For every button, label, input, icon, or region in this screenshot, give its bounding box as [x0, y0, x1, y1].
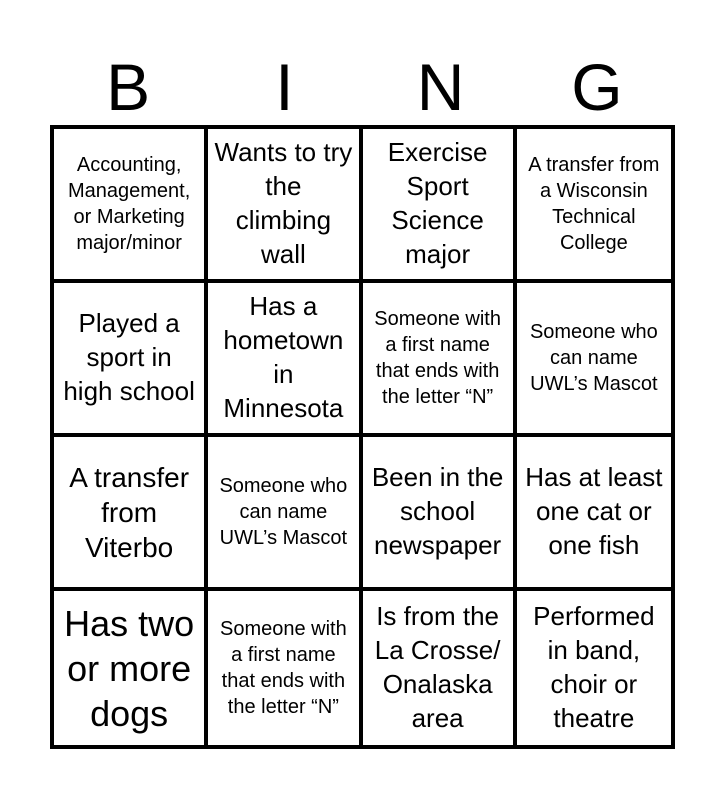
cell-text: Someone with a first name that ends with the letter “N” [374, 308, 501, 408]
cell-text: Exercise Sport Science major [387, 137, 488, 269]
header-letter-g: G [571, 50, 623, 124]
bingo-cell-r3c2[interactable] [208, 437, 362, 591]
bingo-cell-r2c4[interactable] [517, 283, 671, 437]
cell-text: Played a sport in high school [63, 308, 195, 406]
cell-text: Someone with a first name that ends with the letter “N” [220, 618, 347, 718]
bingo-cell-r3c1[interactable] [54, 437, 208, 591]
bingo-cell-r3c4[interactable] [517, 437, 671, 591]
bingo-cell-r3c3[interactable] [363, 437, 517, 591]
bingo-cell-r1c2[interactable] [208, 129, 362, 283]
cell-text: Someone who can name UWL’s Mascot [529, 321, 658, 395]
bingo-cell-r4c1[interactable] [54, 591, 208, 745]
bingo-cell-r4c4[interactable] [517, 591, 671, 745]
cell-text: Been in the school newspaper [371, 462, 504, 560]
header-letter-n: N [416, 50, 465, 124]
cell-text: Wants to try the climbing wall [214, 137, 353, 269]
cell-text: Accounting, Management, or Marketing major/minor [67, 154, 191, 254]
cell-text: Is from the La Crosse/ Onalaska area [374, 601, 501, 733]
header-letter-b: B [106, 50, 151, 124]
bingo-board [50, 125, 675, 749]
bingo-cell-r1c3[interactable] [363, 129, 517, 283]
bingo-cell-r4c3[interactable] [363, 591, 517, 745]
bingo-cell-r2c2[interactable] [208, 283, 362, 437]
cell-text: Someone who can name UWL’s Mascot [219, 475, 348, 549]
cell-text: Performed in band, choir or theatre [533, 601, 655, 733]
bingo-cell-r1c4[interactable] [517, 129, 671, 283]
cell-text: Has two or more dogs [64, 602, 195, 734]
cell-text: Has at least one cat or one fish [525, 462, 663, 560]
bingo-cell-r4c2[interactable] [208, 591, 362, 745]
bingo-cell-r1c1[interactable] [54, 129, 208, 283]
cell-text: Has a hometown in Minnesota [223, 291, 344, 423]
header-letter-i: I [275, 50, 294, 124]
cell-text: A transfer from Viterbo [69, 461, 190, 563]
bingo-cell-r2c1[interactable] [54, 283, 208, 437]
bingo-header [50, 48, 675, 126]
bingo-cell-r2c3[interactable] [363, 283, 517, 437]
cell-text: A transfer from a Wisconsin Technical College [528, 154, 660, 254]
